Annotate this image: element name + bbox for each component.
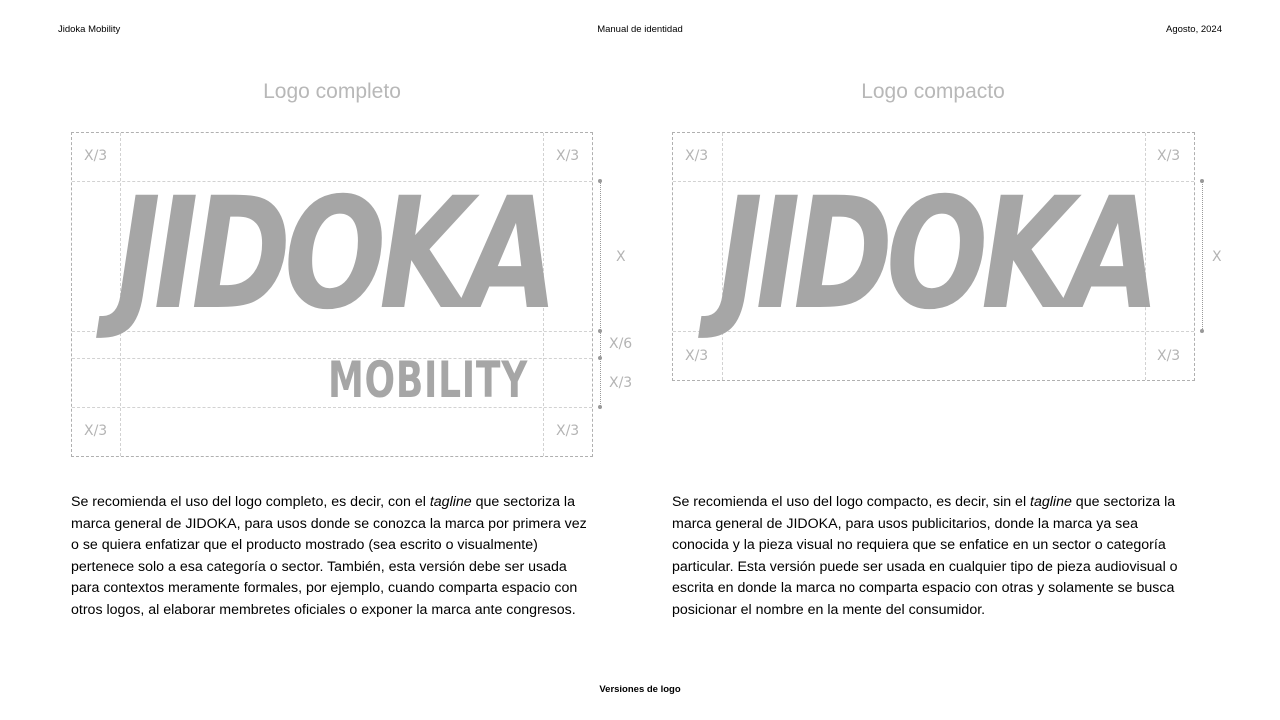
full-logo-description <box>71 492 593 622</box>
clearspace-label-top-right: X/3 <box>1157 148 1181 164</box>
measurement-label-height: X <box>616 249 626 265</box>
header-document-title: Manual de identidad <box>597 24 683 35</box>
description-text: Se recomienda el uso del logo compacto, es decir, sin el <box>672 494 1031 510</box>
header-date: Agosto, 2024 <box>1166 24 1222 35</box>
full-logo-title: Logo completo <box>263 80 401 103</box>
clearspace-label-top-left: X/3 <box>84 148 108 164</box>
measurement-dot <box>598 356 602 360</box>
measurement-line <box>600 181 601 408</box>
compact-logo-title: Logo compacto <box>861 80 1005 103</box>
measurement-label-height: X <box>1212 249 1222 265</box>
clearspace-label-top-left: X/3 <box>685 148 709 164</box>
description-text: que sectoriza la marca general de JIDOKA, para usos publicitarios, donde la marca ya sea conocida y la pieza visual no requiera que se enfatice en un sector o categoría particular. Esta versión puede ser usada en cualquier tipo de pieza audiovisual o escrita en donde la marca no comparta espacio con otras y solamente se busca posicionar el nombre en la mente del consumidor. <box>672 494 1178 618</box>
clearspace-label-bottom-left: X/3 <box>84 423 108 439</box>
description-emphasis: tagline <box>1030 494 1072 510</box>
description-text: Se recomienda el uso del logo completo, es decir, con el <box>71 494 430 510</box>
description-emphasis: tagline <box>429 494 472 510</box>
measurement-dot <box>1200 179 1204 183</box>
clearspace-label-bottom-right: X/3 <box>1157 348 1181 364</box>
description-text: que sectoriza la marca general de JIDOKA, para usos donde se conozca la marca por primera vez o se quiera enfatizar que el producto mostrado (sea escrito o visualmente) pertenece solo a esa categoría o sector. También, esta versión debe ser usada para contextos meramente formales, por ejemplo, cuando comparta espacio con otros logos, al elaborar membretes oficiales o exponer la marca ante congresos. <box>71 494 587 618</box>
measurement-dot <box>1200 329 1204 333</box>
measurement-label-gap: X/6 <box>609 336 633 352</box>
measurement-dot <box>598 405 602 409</box>
jidoka-wordmark: JIDOKA <box>718 165 1154 344</box>
mobility-tagline: MOBILITY <box>328 351 528 409</box>
header-company: Jidoka Mobility <box>58 24 121 35</box>
measurement-dot <box>598 179 602 183</box>
clearspace-label-bottom-right: X/3 <box>556 423 580 439</box>
footer-section-name: Versiones de logo <box>599 684 681 695</box>
clearspace-label-top-right: X/3 <box>556 148 580 164</box>
measurement-label-tagline: X/3 <box>609 375 633 391</box>
measurement-line <box>1202 181 1203 331</box>
clearspace-label-bottom-left: X/3 <box>685 348 709 364</box>
compact-logo-description <box>672 492 1194 622</box>
jidoka-wordmark: JIDOKA <box>116 165 552 344</box>
measurement-dot <box>598 329 602 333</box>
